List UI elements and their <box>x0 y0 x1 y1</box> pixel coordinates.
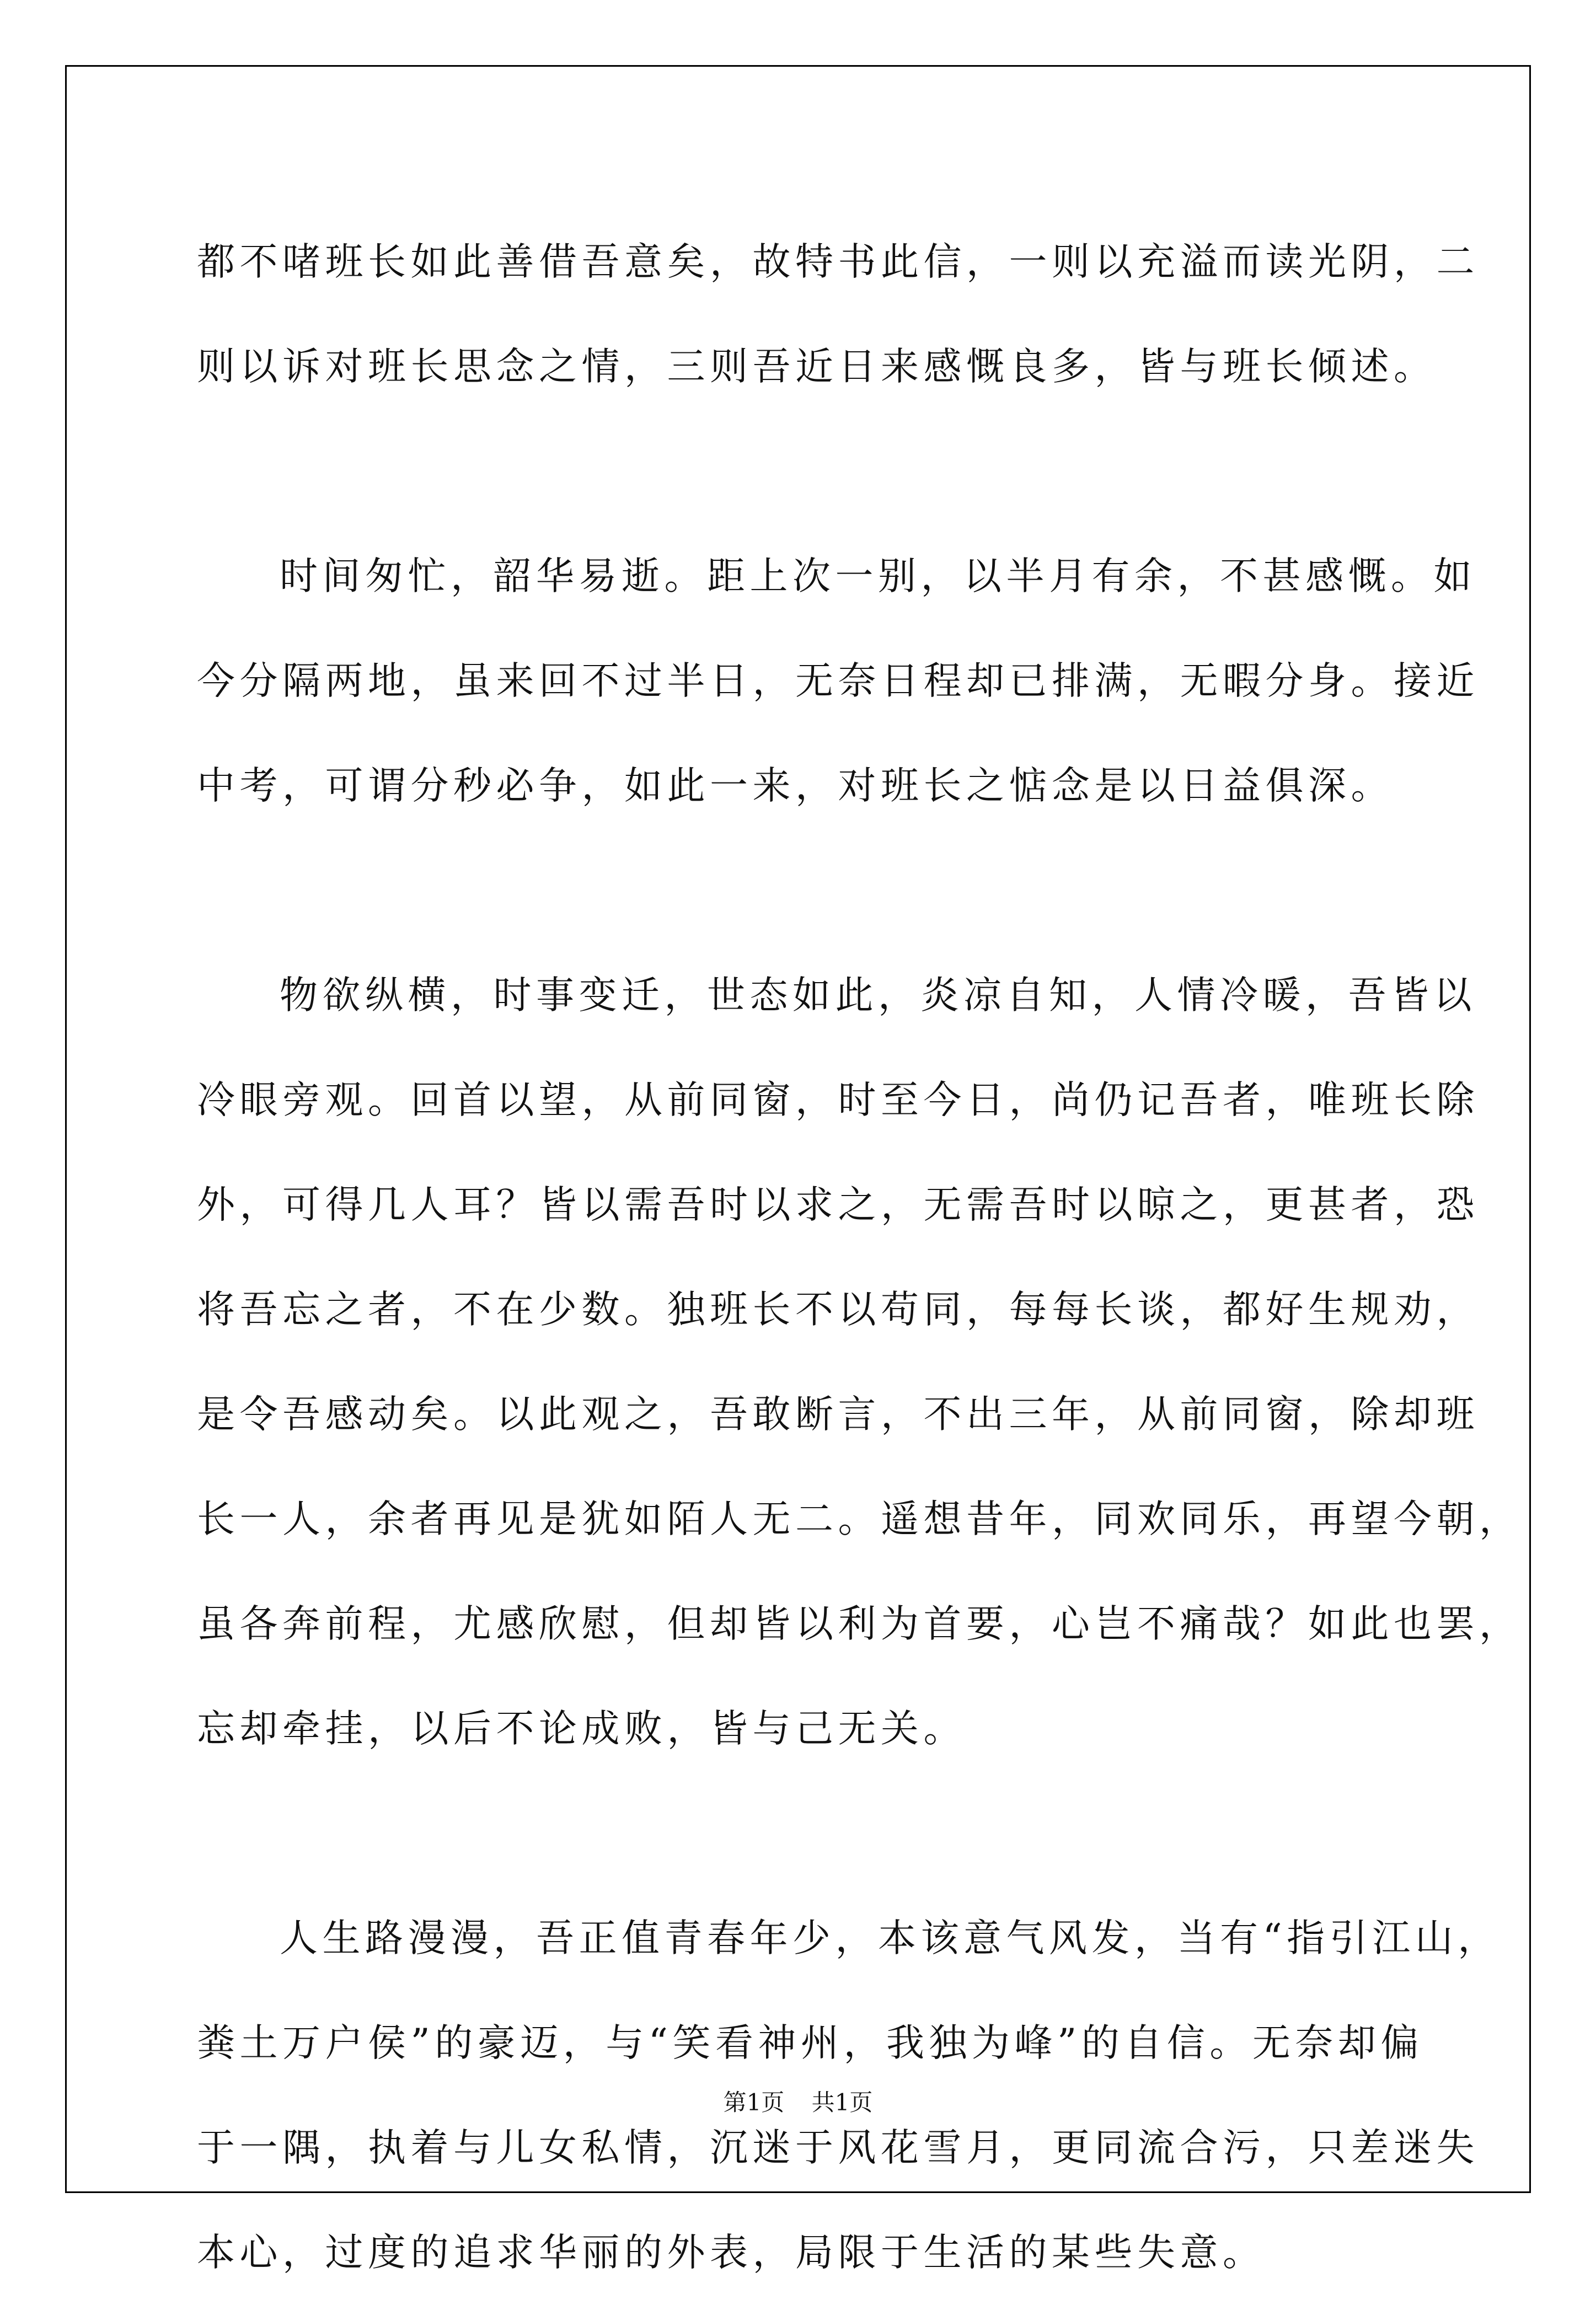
page-number: 第1页 <box>723 2089 785 2116</box>
text-line: 是令吾感动矣。以此观之，吾敢断言，不出三年，从前同窗，除却班 <box>197 1392 1479 1436</box>
text-line: 物欲纵横，时事变迁，世态如此，炎凉自知，人情冷暖，吾皆以 <box>280 973 1476 1017</box>
text-line: 外，可得几人耳？皆以需吾时以求之，无需吾时以晾之，更甚者，恐 <box>197 1183 1479 1227</box>
text-line: 将吾忘之者，不在少数。独班长不以苟同，每每长谈，都好生规劝， <box>197 1288 1479 1332</box>
letter-body <box>197 210 1522 2305</box>
text-line: 长一人，余者再见是犹如陌人无二。遥想昔年，同欢同乐，再望今朝， <box>197 1497 1522 1541</box>
paragraph-gap <box>197 1781 1432 1886</box>
text-line: 冷眼旁观。回首以望，从前同窗，时至今日，尚仍记吾者，唯班长除 <box>197 1078 1479 1122</box>
paragraph-gap <box>197 419 1432 524</box>
text-line: 于一隅，执着与儿女私情，沉迷于风花雪月，更同流合污，只差迷失 <box>197 2126 1479 2170</box>
text-line: 则以诉对班长思念之情，三则吾近日来感慨良多，皆与班长倾述。 <box>197 345 1437 389</box>
text-line: 本心，过度的追求华丽的外表，局限于生活的某些失意。 <box>197 2231 1266 2275</box>
text-line: 粪土万户侯”的豪迈，与“笑看神州，我独为峰”的自信。无奈却偏 <box>197 2021 1423 2065</box>
text-line: 人生路漫漫，吾正值青春年少，本该意气风发，当有“指引江山， <box>280 1916 1501 1960</box>
text-line: 中考，可谓分秒必争，如此一来，对班长之惦念是以日益俱深。 <box>197 764 1394 808</box>
text-line: 时间匆忙，韶华易逝。距上次一别，以半月有余，不甚感慨。如 <box>280 554 1476 598</box>
page-count: 共1页 <box>811 2089 873 2116</box>
page-footer <box>0 2084 1596 2118</box>
text-line: 虽各奔前程，尤感欣慰，但却皆以利为首要，心岂不痛哉？如此也罢， <box>197 1602 1522 1646</box>
text-line: 都不啫班长如此善借吾意矣，故特书此信，一则以充溢而读光阴，二 <box>197 240 1479 284</box>
text-line: 忘却牵挂，以后不论成败，皆与己无关。 <box>197 1707 966 1751</box>
text-line: 今分隔两地，虽来回不过半日，无奈日程却已排满，无暇分身。接近 <box>197 659 1479 703</box>
paragraph-gap <box>197 838 1432 943</box>
